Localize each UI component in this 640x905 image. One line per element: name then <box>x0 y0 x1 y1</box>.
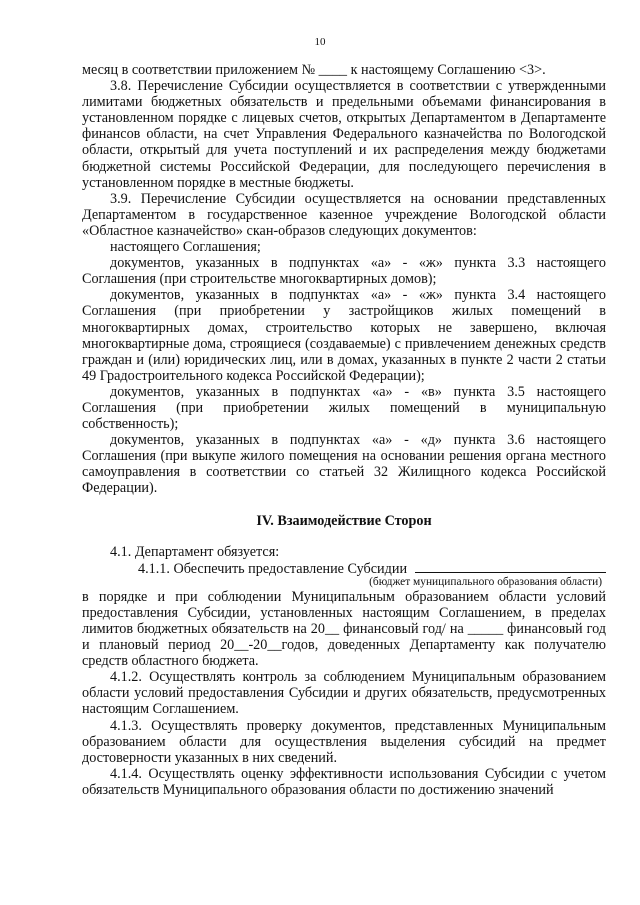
list-item-documents-3-4: документов, указанных в подпунктах «а» - «ж» пункта 3.4 настоящего Соглашения (при приобретении у застройщиков жилых помещений в многоквартирных домах, строительство которых не завершено, включая многоквартирные дома, строящиеся (создаваемые) с привлечением денежных средств граждан и (или) юридических лиц, или в домах, указанных в пункте 2 части 2 статьи 49 Градостроительного кодекса Российской Федерации); <box>82 287 606 384</box>
list-item-documents-3-3: документов, указанных в подпунктах «а» - «ж» пункта 3.3 настоящего Соглашения (при строительстве многоквартирных домов); <box>82 255 606 288</box>
list-item-documents-3-6: документов, указанных в подпунктах «а» - «д» пункта 3.6 настоящего Соглашения (при выкупе жилого помещения на основании решения органа местного самоуправления в соответствии со статьей 32 Жилищного кодекса Российской Федерации). <box>82 432 606 497</box>
budget-blank-line <box>415 560 606 573</box>
list-item-documents-3-5: документов, указанных в подпунктах «а» - «в» пункта 3.5 настоящего Соглашения (при приобретении жилых помещений в муниципальную собственность); <box>82 383 606 433</box>
paragraph-4-1-1-body: в порядке и при соблюдении Муниципальным образованием области условий предоставления Субсидии, установленных настоящим Соглашением, в пределах лимитов бюджетных обязательств на 20__ финансовый год/ на _____ финансовый год и плановый период 20__-20__годов, доведенных Департаменту как получателю средств областного бюджета. <box>82 588 606 670</box>
paragraph-4-1: 4.1. Департамент обязуется: <box>110 543 280 560</box>
paragraph-3-8: 3.8. Перечисление Субсидии осуществляется в соответствии с утвержденными лимитами бюджетных обязательств и предельными объемами финансирования в установленном порядке с лицевых счетов, открытых Департаментом в Департаменте финансов области, на счет Управления Федерального казначейства по Вологодской области, открытый для учета поступлений и их распределения между бюджетами бюджетной системы Российской Федерации, для последующего перечисления в установленном порядке в местные бюджеты. <box>82 78 606 191</box>
budget-note: (бюджет муниципального образования области) <box>369 575 602 588</box>
list-item-agreement: настоящего Соглашения; <box>110 239 261 256</box>
paragraph-4-1-2: 4.1.2. Осуществлять контроль за соблюдением Муниципальным образованием области условий предоставления Субсидии и других обязательств, предусмотренных настоящим Соглашением. <box>82 669 606 718</box>
paragraph-4-1-1-start: 4.1.1. Обеспечить предоставление Субсидии <box>138 560 408 577</box>
section-heading: IV. Взаимодействие Сторон <box>256 512 432 529</box>
page-number: 10 <box>314 36 326 48</box>
paragraph-3-9: 3.9. Перечисление Субсидии осуществляется на основании представленных Департаментом в государственное казенное учреждение Вологодской области «Областное казначейство» скан-образов следующих документов: <box>82 190 606 239</box>
paragraph-4-1-4: 4.1.4. Осуществлять оценку эффективности использования Субсидии с учетом обязательств Муниципального образования области по достижению значений <box>82 765 606 798</box>
paragraph-4-1-3: 4.1.3. Осуществлять проверку документов, представленных Муниципальным образованием области для осуществления выделения субсидий на предмет достоверности указанных в них сведений. <box>82 717 606 766</box>
paragraph-month-appendix: месяц в соответствии приложением № ____ к настоящему Соглашению <3>. <box>82 62 546 78</box>
document-body <box>82 62 606 798</box>
paragraph-4-1-1-line <box>82 560 606 577</box>
